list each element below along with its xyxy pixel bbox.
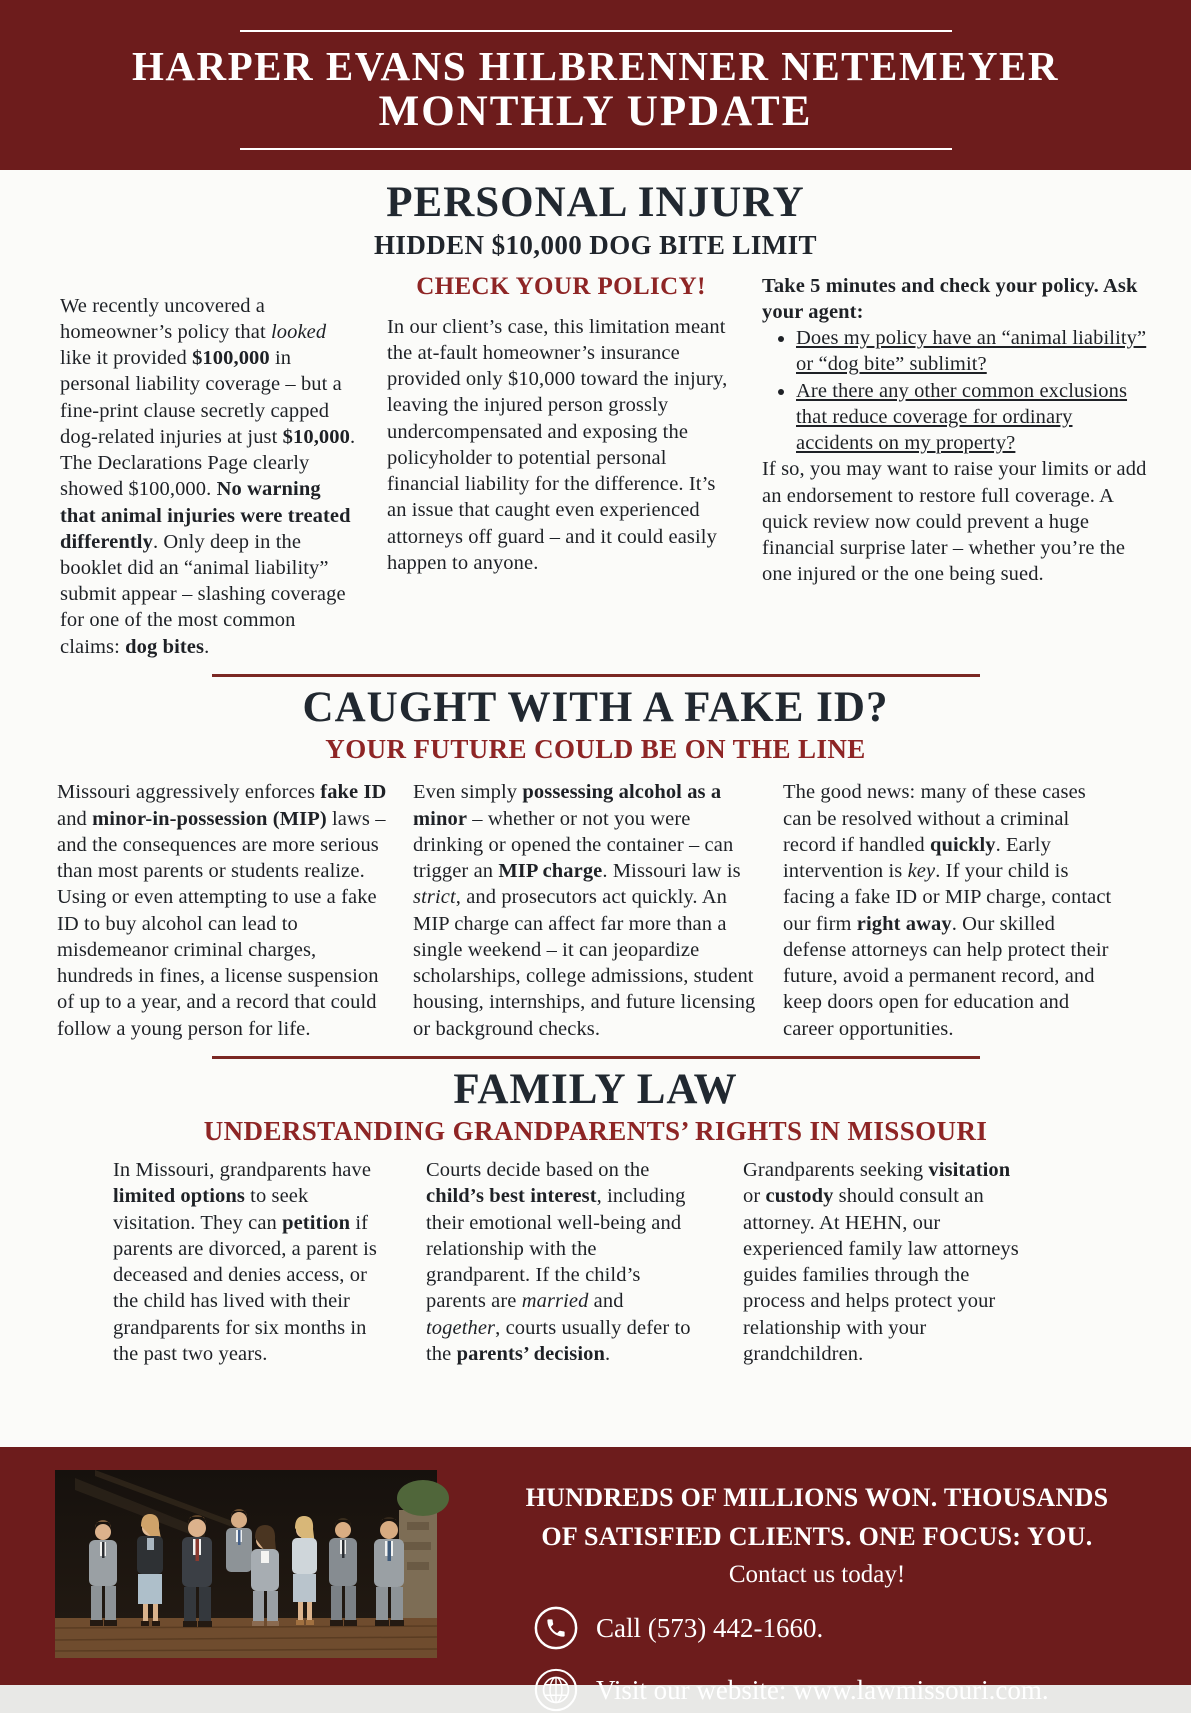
- newsletter-title: MONTHLY UPDATE: [378, 88, 813, 136]
- check-your-policy-callout: CHECK YOUR POLICY!: [416, 272, 706, 300]
- fake-id-subtitle: YOUR FUTURE COULD BE ON THE LINE: [325, 734, 866, 765]
- team-photo: [55, 1470, 437, 1658]
- fake-id-title: CAUGHT WITH A FAKE ID?: [302, 683, 889, 731]
- policy-check-lead: Take 5 minutes and check your policy. Ask your agent:: [762, 274, 1138, 323]
- footer-tagline-line-2: OF SATISFIED CLIENTS. ONE FOCUS: YOU.: [541, 1522, 1093, 1551]
- family-law-columns: [113, 1157, 1191, 1367]
- agent-questions-list: [762, 325, 1154, 456]
- masthead-bottom-rule: [240, 148, 952, 150]
- website-row[interactable]: [533, 1667, 1141, 1713]
- masthead-top-rule: [240, 30, 952, 32]
- personal-injury-title: PERSONAL INJURY: [386, 179, 805, 227]
- globe-icon: [533, 1667, 579, 1713]
- contact-cta: Contact us today!: [728, 1561, 906, 1588]
- section-personal-injury: [0, 180, 1191, 660]
- fake-id-column-3: The good news: many of these cases can be resolved without a criminal record if handled quickly. Early intervention is key. If your child is facing a fake ID or MIP charge, contact our firm right away. Our skilled defense attorneys can help protect their future, avoid a permanent record, and keep doors open for education and career opportunities.: [783, 781, 1112, 1040]
- fake-id-columns: [57, 779, 1191, 1041]
- phone-row[interactable]: [533, 1605, 1141, 1651]
- masthead: [0, 0, 1191, 170]
- section-divider: [212, 1056, 980, 1059]
- family-law-column-3: Grandparents seeking visitation or custody should consult an attorney. At HEHN, our experienced family law attorneys guides families through the process and helps protect your relationship with your grandchildren.: [743, 1159, 1019, 1365]
- website-label[interactable]: Visit our website: www.lawmissouri.com.: [596, 1674, 1049, 1705]
- fake-id-column-1: Missouri aggressively enforces fake ID and minor-in-possession (MIP) laws – and the consequences are more serious than most parents or students realize. Using or even attempting to use a fake ID to buy alcohol can lead to misdemeanor criminal charges, hundreds in fines, a license suspension of up to a year, and a record that could follow a young person for life.: [57, 781, 387, 1040]
- footer-tagline-line-1: HUNDREDS OF MILLIONS WON. THOUSANDS: [525, 1483, 1109, 1512]
- policy-check-closing: If so, you may want to raise your limits or add an endorsement to restore full coverage. A quick review now could prevent a huge financial surprise later – whether you’re the one injured or the one being sued.: [762, 458, 1147, 586]
- personal-injury-columns: [60, 273, 1191, 660]
- family-law-subtitle: UNDERSTANDING GRANDPARENTS’ RIGHTS IN MISSOURI: [203, 1116, 988, 1147]
- personal-injury-column-3: [762, 273, 1154, 660]
- firm-name: HARPER EVANS HILBRENNER NETEMEYER: [132, 43, 1059, 89]
- phone-label[interactable]: Call (573) 442-1660.: [596, 1612, 824, 1643]
- section-family-law: [0, 1067, 1191, 1367]
- family-law-column-1: In Missouri, grandparents have limited options to seek visitation. They can petition if parents are divorced, a parent is deceased and denies access, or the child has lived with their grandparents for six months in the past two years.: [113, 1159, 377, 1365]
- family-law-column-2: Courts decide based on the child’s best interest, including their emotional well-being and relationship with the grandparent. If the child’s parents are married and together, courts usually defer to the parents’ decision.: [426, 1159, 691, 1365]
- footer-contact-block: [493, 1470, 1141, 1705]
- section-fake-id: [0, 685, 1191, 1042]
- phone-icon: [533, 1605, 579, 1651]
- personal-injury-column-2-text: In our client’s case, this limitation meant the at-fault homeowner’s insurance provided only $10,000 toward the injury, leaving the injured person grossly undercompensated and exposing the policyholder to potential personal financial liability for the difference. It’s an issue that caught even experienced attorneys off guard – and it could easily happen to anyone.: [387, 315, 728, 574]
- personal-injury-column-1: We recently uncovered a homeowner’s policy that looked like it provided $100,000 in personal liability coverage – but a fine-print clause secretly capped dog-related injuries at just $10,000. The Declarations Page clearly showed $100,000. No warning that animal injuries were treated differently. Only deep in the booklet did an “animal liability” submit appear – slashing coverage for one of the most common claims: dog bites.: [60, 294, 356, 658]
- personal-injury-subtitle: HIDDEN $10,000 DOG BITE LIMIT: [374, 229, 817, 260]
- family-law-title: FAMILY LAW: [453, 1065, 738, 1113]
- agent-question-item: • Does my policy have an “animal liability” or “dog bite” sublimit?: [796, 325, 1154, 377]
- personal-injury-column-2: [387, 273, 735, 660]
- section-divider: [212, 674, 980, 677]
- fake-id-column-2: Even simply possessing alcohol as a minor – whether or not you were drinking or opened the container – can trigger an MIP charge. Missouri law is strict, and prosecutors act quickly. An MIP charge can affect far more than a single weekend – it can jeopardize scholarships, college admissions, student housing, internships, and future licensing or background checks.: [413, 781, 756, 1040]
- footer-tagline: [493, 1478, 1141, 1556]
- footer: [0, 1447, 1191, 1705]
- agent-question-item: • Are there any other common exclusions that reduce coverage for ordinary accidents on my property?: [796, 378, 1154, 457]
